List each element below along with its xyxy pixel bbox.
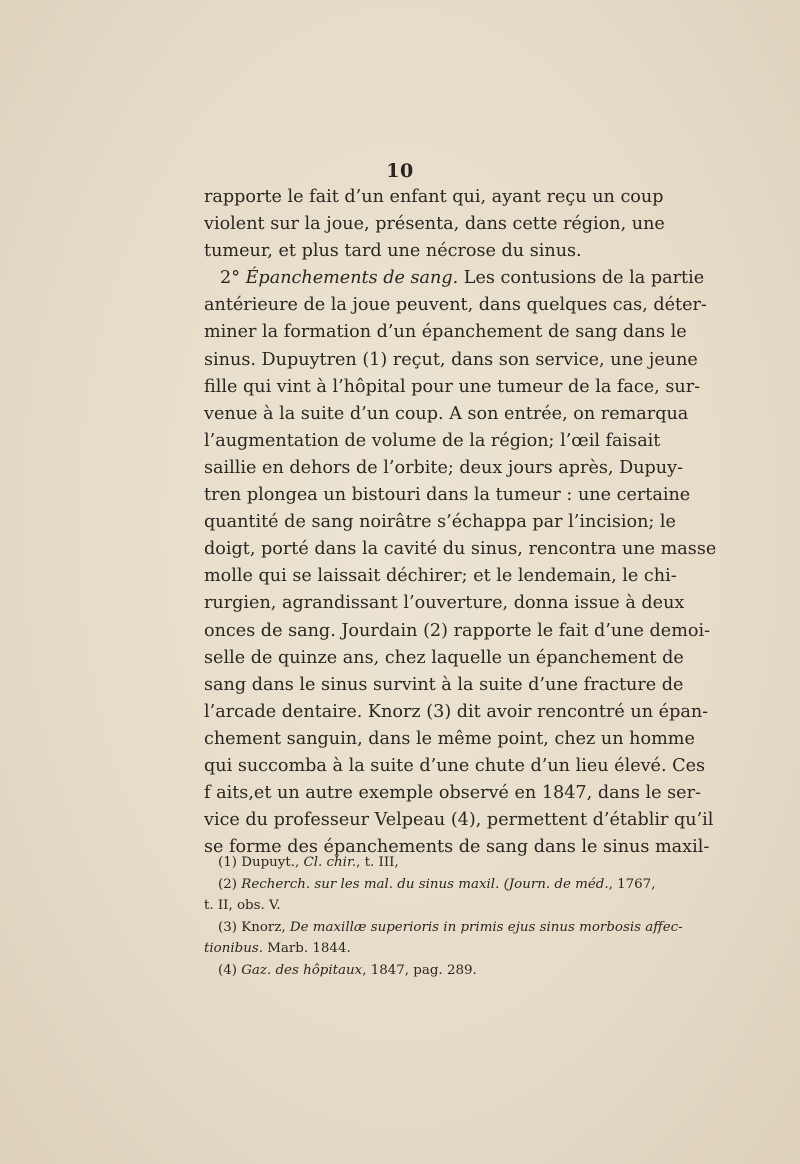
section-heading: Épanchements de sang. bbox=[245, 268, 459, 289]
text-line: tren plongea un bistouri dans la tumeur : une certaine bbox=[204, 485, 691, 506]
text-line: violent sur la joue, présenta, dans cette région, une bbox=[204, 214, 665, 235]
footnote-3-cont bbox=[204, 938, 644, 960]
text-line: antérieure de la joue peuvent, dans quelques cas, déter- bbox=[204, 295, 707, 316]
footnote-title: tionibus bbox=[204, 941, 259, 957]
text-line: l’arcade dentaire. Knorz (3) dit avoir rencontré un épan- bbox=[204, 701, 709, 722]
footnote-text: (4) bbox=[218, 962, 242, 978]
text-line: chement sanguin, dans le même point, chez un homme bbox=[204, 728, 695, 749]
footnote-1 bbox=[204, 852, 644, 874]
text-line: vice du professeur Velpeau (4), permettent d’établir qu’il bbox=[204, 810, 714, 831]
footnote-text: (2) bbox=[218, 876, 242, 892]
footnotes bbox=[204, 852, 683, 982]
body-text bbox=[204, 184, 717, 861]
footnote-text: (1) Dupuyt., bbox=[218, 855, 304, 870]
footnote-2 bbox=[204, 874, 656, 896]
footnote-title: De maxillæ superioris in primis ejus sinus morbosis affec- bbox=[289, 919, 683, 935]
footnote-title: Recherch. sur les mal. du sinus maxil. (Journ. de méd. bbox=[241, 876, 609, 892]
text-line: tumeur, et plus tard une nécrose du sinus. bbox=[204, 241, 582, 262]
footnote-text: t. II, obs. V. bbox=[204, 898, 281, 914]
text-line: l’augmentation de volume de la région; l’œil faisait bbox=[204, 430, 661, 451]
footnote-4 bbox=[204, 960, 644, 982]
text-line: doigt, porté dans la cavité du sinus, rencontra une masse bbox=[204, 539, 717, 560]
text-line: rapporte le fait d’un enfant qui, ayant reçu un coup bbox=[204, 187, 664, 207]
footnote-text: , 1767, bbox=[608, 876, 656, 892]
heading-number: 2° bbox=[220, 268, 246, 289]
text-line: miner la formation d’un épanchement de sang dans le bbox=[204, 322, 687, 343]
text-line: onces de sang. Jourdain (2) rapporte le fait d’une demoi- bbox=[204, 620, 711, 641]
text-line: se forme des épanchements de sang dans le sinus maxil- bbox=[204, 837, 710, 858]
text-line: molle qui se laissait déchirer; et le lendemain, le chi- bbox=[204, 566, 677, 587]
footnote-text: , 1847, pag. 289. bbox=[362, 962, 477, 978]
footnote-text: . Marb. 1844. bbox=[258, 941, 351, 957]
footnote-2-cont bbox=[204, 895, 644, 917]
footnote-text: (3) Knorz, bbox=[218, 919, 290, 935]
text-line: sang dans le sinus survint à la suite d’une fracture de bbox=[204, 674, 684, 695]
footnote-title: Cl. chir. bbox=[303, 855, 357, 870]
heading-line-text: Les contusions de la partie bbox=[458, 268, 705, 289]
text-line: fille qui vint à l’hôpital pour une tumeur de la face, sur- bbox=[204, 376, 701, 397]
text-line: selle de quinze ans, chez laquelle un épanchement de bbox=[204, 647, 684, 668]
text-line: saillie en dehors de l’orbite; deux jours après, Dupuy- bbox=[204, 457, 684, 478]
text-line: sinus. Dupuytren (1) reçut, dans son service, une jeune bbox=[204, 349, 698, 370]
footnote-text: , t. III, bbox=[356, 855, 399, 870]
page-number: 10 bbox=[386, 160, 414, 182]
text-line: f aits,et un autre exemple observé en 1847, dans le ser- bbox=[204, 783, 701, 804]
text-line: qui succomba à la suite d’une chute d’un lieu élevé. Ces bbox=[204, 755, 706, 776]
footnote-title: Gaz. des hôpitaux bbox=[241, 962, 363, 978]
footnote-3 bbox=[204, 917, 683, 939]
text-line: rurgien, agrandissant l’ouverture, donna issue à deux bbox=[204, 593, 685, 614]
text-line: quantité de sang noirâtre s’échappa par l’incision; le bbox=[204, 512, 676, 533]
text-line: venue à la suite d’un coup. A son entrée, on remarqua bbox=[204, 403, 689, 424]
section-heading-line bbox=[204, 265, 705, 292]
